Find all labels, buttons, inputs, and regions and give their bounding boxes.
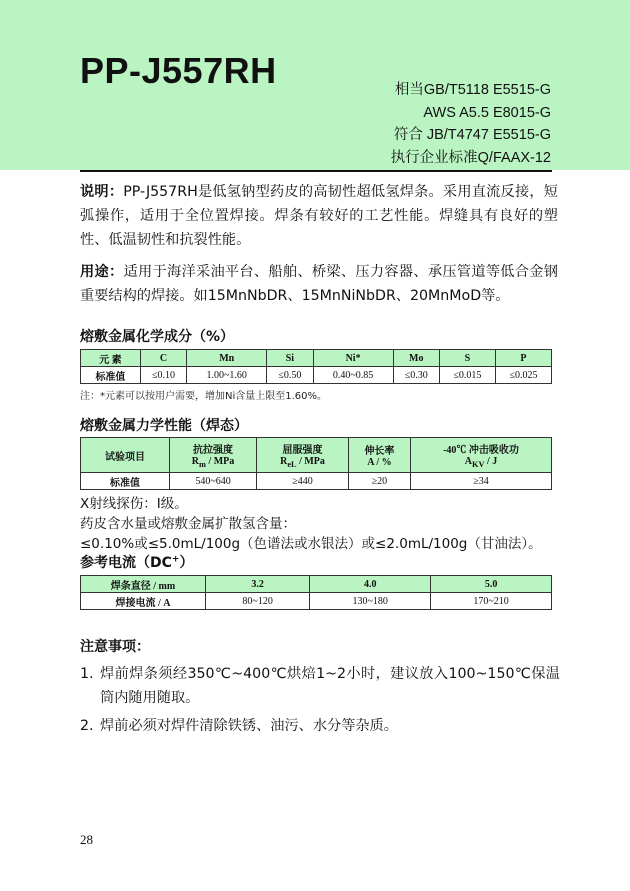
chem-header-cell: Mo <box>393 350 439 367</box>
chem-value-cell: ≤0.30 <box>393 367 439 384</box>
current-row-label: 焊接电流 / A <box>81 593 206 610</box>
current-title: 参考电流（DC+） <box>80 554 194 571</box>
current-amp-row <box>81 593 552 610</box>
chemical-note: 注：*元素可以按用户需要，增加Ni含量上限至1.60%。 <box>80 391 328 402</box>
standard-line: AWS A5.5 E8015-G <box>423 104 551 121</box>
note-text: 焊前必须对焊件清除铁锈、油污、水分等杂质。 <box>100 718 398 734</box>
description-text: PP-J557RH是低氢钠型药皮的高韧性超低氢焊条。采用直流反接，短弧操作，适用于全位置焊接。焊条有较好的工艺性能。焊缝具有良好的塑性、低温韧性和抗裂性能。 <box>80 184 558 248</box>
header-divider <box>80 170 552 172</box>
mechanical-value-row <box>81 473 552 490</box>
chem-value-cell: ≤0.50 <box>267 367 313 384</box>
chem-header-cell: Si <box>267 350 313 367</box>
mech-col-unit: $R_m$ / MPa <box>191 456 235 469</box>
chem-header-cell: Ni* <box>313 350 393 367</box>
mech-col-name: 抗拉强度 <box>193 445 234 456</box>
chem-value-cell: 0.40~0.85 <box>313 367 393 384</box>
diameter-cell: 5.0 <box>431 576 552 593</box>
note-number: 2. <box>80 718 94 734</box>
chem-header-cell: Mn <box>187 350 267 367</box>
product-title: PP-J557RH <box>80 50 277 91</box>
description-label: 说明： <box>80 184 124 200</box>
chemical-header-row <box>81 350 552 367</box>
usage-label: 用途： <box>80 264 124 280</box>
mechanical-header-row <box>81 438 552 473</box>
page-number: 28 <box>80 832 93 847</box>
current-cell: 80~120 <box>206 593 310 610</box>
mech-col-name: 伸长率 <box>364 446 395 457</box>
mech-row-label: 试验项目 <box>81 438 170 473</box>
mechanical-title: 熔敷金属力学性能（焊态） <box>80 418 248 434</box>
notes-title: 注意事项： <box>80 639 150 655</box>
chemical-title: 熔敷金属化学成分（%） <box>80 329 235 345</box>
current-diameter-row <box>81 576 552 593</box>
hydrogen-text: ≤0.10%或≤5.0mL/100g（色谱法或水银法）或≤2.0mL/100g（甘油法）。 <box>80 536 542 552</box>
chem-value-cell: ≤0.10 <box>140 367 186 384</box>
mech-col-tensile <box>170 438 257 473</box>
mech-col-unit: $R_{eL}$ / MPa <box>280 456 325 469</box>
chem-value-cell: 标准值 <box>81 367 141 384</box>
diameter-cell: 3.2 <box>206 576 310 593</box>
mech-col-name: 屈服强度 <box>282 445 323 456</box>
xray-line: X射线探伤：Ⅰ级。 <box>80 496 188 512</box>
mech-value-cell: ≥34 <box>411 473 552 490</box>
standard-line: 符合 JB/T4747 E5515-G <box>393 127 551 143</box>
mech-col-elongation <box>348 438 410 473</box>
chem-header-cell: C <box>140 350 186 367</box>
standards-block <box>391 79 551 169</box>
mech-value-cell: ≥440 <box>257 473 349 490</box>
standard-line: 相当GB/T5118 E5515-G <box>394 82 551 98</box>
notes-list <box>80 662 560 738</box>
diameter-cell: 4.0 <box>310 576 431 593</box>
mech-value-cell: ≥20 <box>348 473 410 490</box>
note-item <box>80 714 560 738</box>
hydrogen-label: 药皮含水量或熔敷金属扩散氢含量： <box>80 516 296 532</box>
chem-value-cell: ≤0.015 <box>439 367 495 384</box>
mech-col-name: -40℃ 冲击吸收功 <box>443 445 519 456</box>
mech-std-label: 标准值 <box>81 473 170 490</box>
mechanical-table <box>80 437 552 490</box>
current-cell: 170~210 <box>431 593 552 610</box>
standard-line: 执行企业标准Q/FAAX-12 <box>390 149 551 166</box>
current-cell: 130~180 <box>310 593 431 610</box>
current-table <box>80 575 552 610</box>
mech-value-cell: 540~640 <box>170 473 257 490</box>
chem-header-cell: 元 素 <box>81 350 141 367</box>
description-paragraph <box>80 180 558 252</box>
mech-col-unit: $A_{KV}$ / J <box>464 456 498 469</box>
chem-header-cell: S <box>439 350 495 367</box>
note-number: 1. <box>80 666 94 682</box>
chem-header-cell: P <box>495 350 551 367</box>
current-row-label: 焊条直径 / mm <box>81 576 206 593</box>
note-item <box>80 662 560 710</box>
chem-value-cell: ≤0.025 <box>495 367 551 384</box>
chemical-table <box>80 349 552 384</box>
usage-text: 适用于海洋采油平台、船舶、桥梁、压力容器、承压管道等低合金钢重要结构的焊接。如15MnNbDR、15MnNiNbDR、20MnMoD等。 <box>80 264 558 304</box>
mech-col-yield <box>257 438 349 473</box>
mech-col-unit: A / % <box>367 457 392 468</box>
mech-col-impact <box>411 438 552 473</box>
usage-paragraph <box>80 260 558 308</box>
chem-value-cell: 1.00~1.60 <box>187 367 267 384</box>
chemical-value-row <box>81 367 552 384</box>
note-text: 焊前焊条须经350℃~400℃烘焙1~2小时，建议放入100~150℃保温筒内随用随取。 <box>100 666 560 706</box>
